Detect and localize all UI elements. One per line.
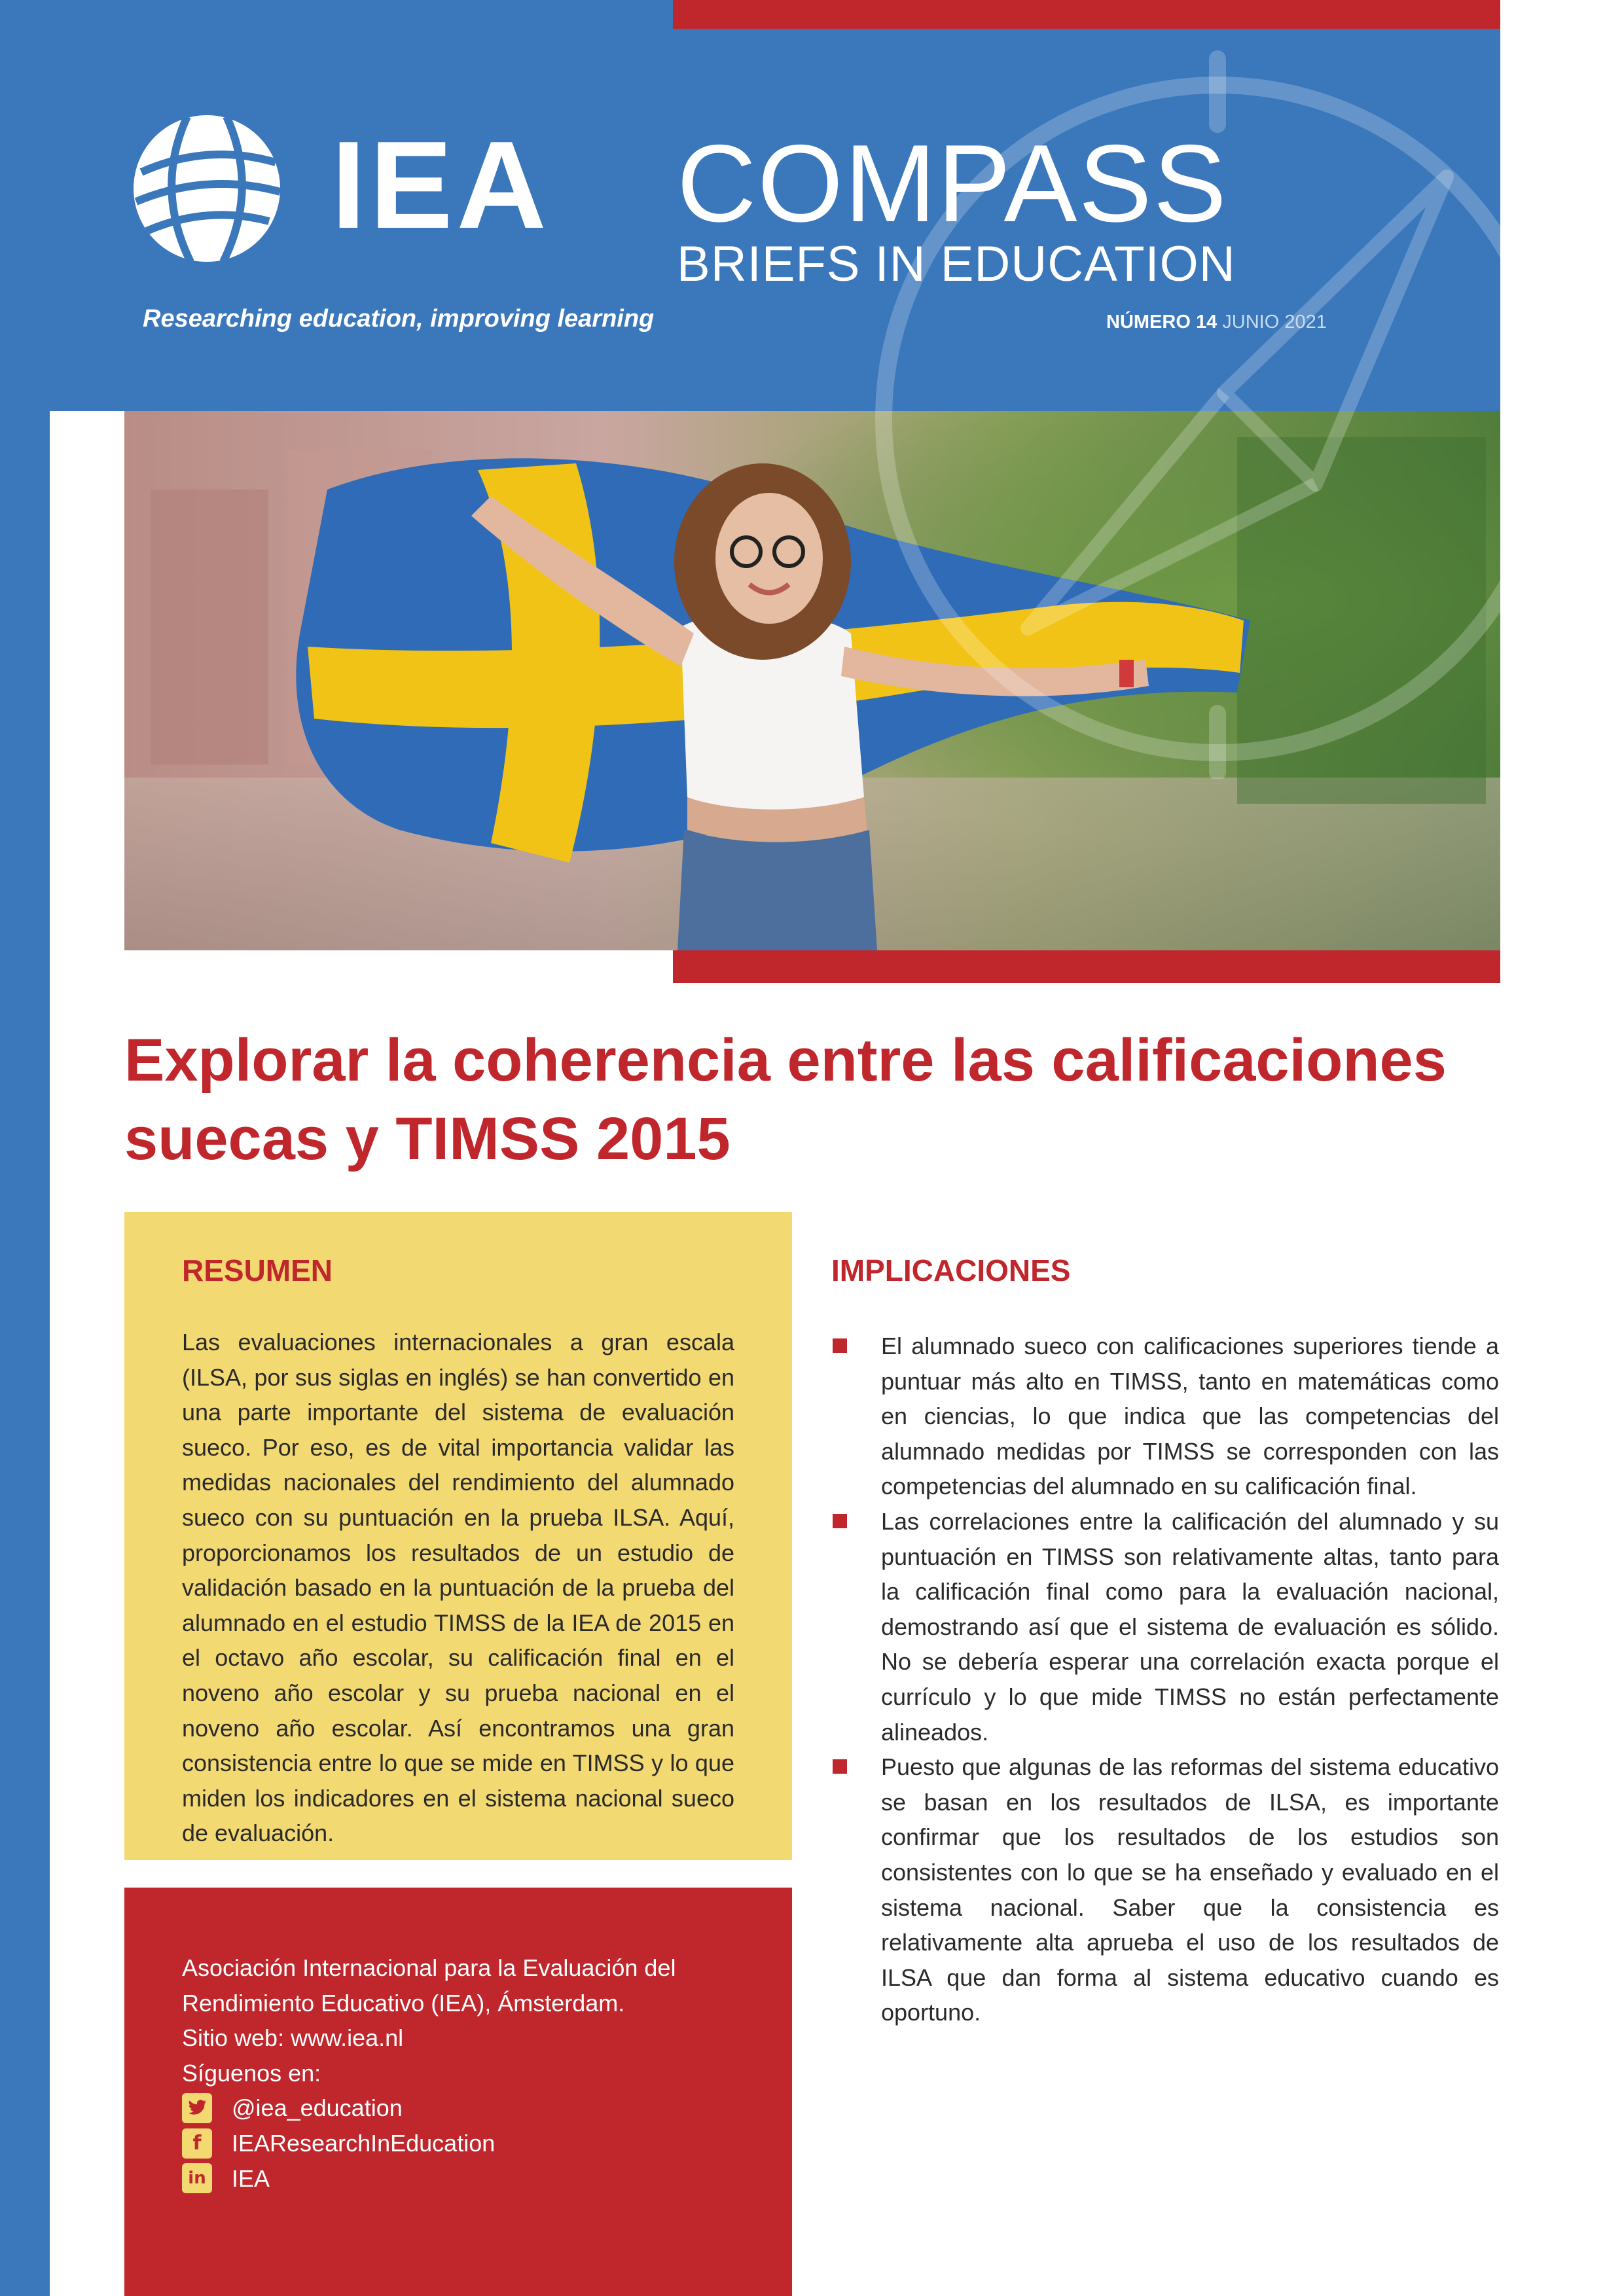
summary-box [124,1212,792,1860]
square-bullet-icon [833,1759,847,1774]
contact-org-line-1: Asociación Internacional para la Evaluación del [182,1954,676,1981]
logo-text: IEA [331,116,550,255]
twitter-icon [182,2093,212,2123]
list-item [831,1504,1499,1749]
issue-date: JUNIO 2021 [1222,312,1327,332]
issue-line [1106,313,1327,332]
series-title: COMPASS [677,122,1228,245]
summary-text: Las evaluaciones internacionales a gran escala (ILSA, por sus siglas en inglés) se han convertido en una parte importante del sistema de evaluación sueco. Por eso, es de vital importancia validar las medidas nacionales del rendimiento del alumnado sueco con su puntuación en la prueba ILSA. Aquí, proporcionamos los resultados de un estudio de validación basado en la puntuación de la prueba del alumnado en el estudio TIMSS de la IEA de 2015 en el octavo año escolar, su calificación final en el noveno año escolar y su prueba nacional en el noveno año escolar. Así encontramos una gran consistencia entre lo que se mide en TIMSS y lo que miden los indicadores en el sistema nacional sueco de evaluación. [182,1329,734,1847]
left-accent-bar [0,411,50,2296]
list-item [831,1329,1499,1504]
implications-heading: IMPLICACIONES [831,1253,1071,1287]
globe-icon [128,110,285,267]
square-bullet-icon [833,1338,847,1353]
contact-website[interactable]: Sitio web: www.iea.nl [182,2024,404,2052]
series-subtitle: BRIEFS IN EDUCATION [677,236,1236,292]
linkedin-icon: in [182,2163,212,2193]
contact-org-line-2: Rendimiento Educativo (IEA), Ámsterdam. [182,1989,625,2017]
page-title-line-1: Explorar la coherencia entre las calificaciones [124,1027,1447,1094]
top-accent-bar [673,0,1500,29]
implications-list [831,1329,1499,2030]
social-twitter[interactable] [182,2090,745,2126]
list-item-text: El alumnado sueco con calificaciones superiores tiende a puntuar más alto en TIMSS, tanto en matemáticas como en ciencias, lo que indica que las competencias del alumnado medidas por TIMSS se corresponden con las competencias del alumnado en su calificación final. [881,1333,1499,1500]
linkedin-handle: IEA [232,2164,270,2192]
facebook-icon: f [182,2128,212,2159]
page-title-line-2: suecas y TIMSS 2015 [124,1105,731,1172]
contact-info [182,1950,745,2196]
tagline: Researching education, improving learning [143,305,655,332]
list-item-text: Las correlaciones entre la calificación del alumnado y su puntuación en TIMSS son relativamente altas, tanto para la calificación final como para la evaluación nacional, demostrando así que el sistema de evaluación es sólido. No se debería esperar una correlación exacta porque el currículo y lo que mide TIMSS no están perfectamente alineados. [881,1507,1499,1746]
social-linkedin[interactable] [182,2161,745,2197]
contact-box [124,1888,792,2296]
photo-accent-bar [673,950,1500,983]
list-item-text: Puesto que algunas de las reformas del sistema educativo se basan en los resultados de ILSA, es importante confirmar que los resultados de los estudios son consistentes con lo que se ha enseñado y evaluado en el sistema nacional. Saber que la consistencia es relativamente alta aprueba el uso de los resultados de ILSA que dan forma al sistema educativo cuando es oportuno. [881,1753,1499,2026]
contact-follow-label: Síguenos en: [182,2059,321,2087]
social-facebook[interactable] [182,2126,745,2161]
page-title [124,1021,1512,1178]
twitter-handle: @iea_education [232,2094,403,2122]
facebook-handle: IEAResearchInEducation [232,2129,496,2157]
square-bullet-icon [833,1514,847,1528]
summary-heading: RESUMEN [182,1253,333,1287]
issue-number: NÚMERO 14 [1106,312,1218,332]
list-item [831,1749,1499,2030]
